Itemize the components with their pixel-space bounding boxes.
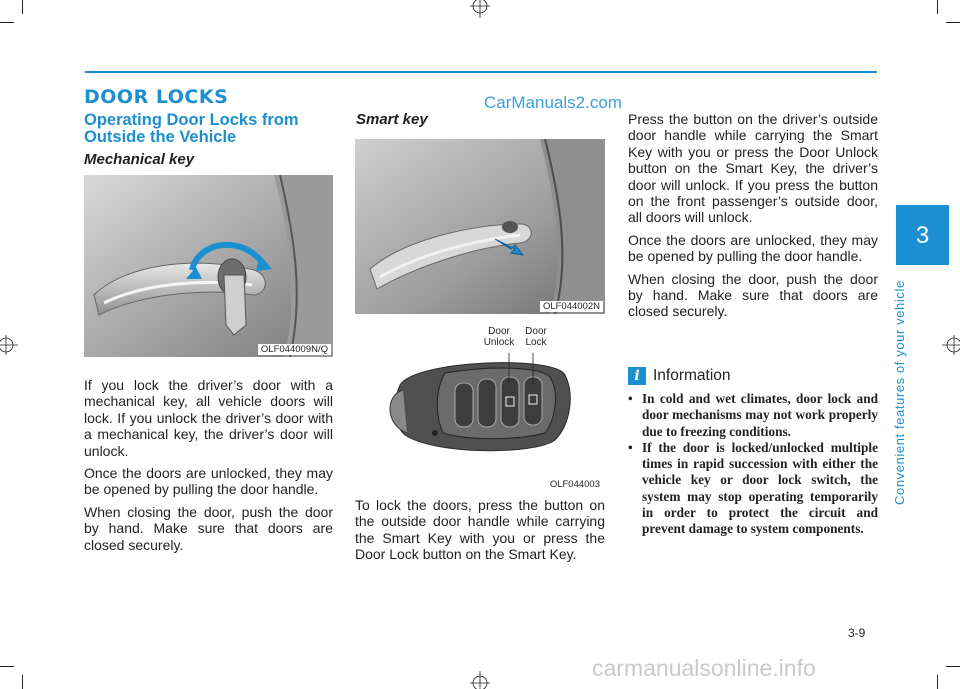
column3-text <box>628 111 878 326</box>
crop-mark <box>0 666 14 667</box>
watermark-link[interactable]: CarManuals2.com <box>484 93 622 112</box>
section-heading: Operating Door Locks from Outside the Vehicle <box>84 111 299 146</box>
paragraph: When closing the door, push the door by hand. Make sure that doors are closed securely. <box>84 503 333 553</box>
door-handle-illustration <box>84 175 333 357</box>
mechanical-key-subheading: Mechanical key <box>84 151 195 168</box>
header-rule <box>85 71 877 73</box>
crop-mark <box>937 0 938 14</box>
door-unlock-label: Door Unlock <box>483 326 515 348</box>
paragraph: Press the button on the driver’s outside door handle while carrying the Smart Key with you or press the Door Unlock button on the Smart Key, the driver’s door will unlock. If you press the button on the front passenger’s outside door, all doors will unlock. <box>628 111 878 226</box>
paragraph: When closing the door, push the door by hand. Make sure that doors are closed securely. <box>628 270 878 320</box>
door-handle-button-illustration <box>355 139 605 314</box>
door-lock-label: Door Lock <box>525 326 547 348</box>
mechanical-key-text <box>84 377 333 559</box>
smart-key-handle-figure <box>355 139 605 314</box>
information-icon: i <box>628 367 646 385</box>
registration-mark <box>942 333 960 357</box>
figure-code: OLF044003 <box>547 479 603 490</box>
figure-code: OLF044009N/Q <box>258 344 331 355</box>
crop-mark <box>0 22 14 23</box>
page-number: 3-9 <box>848 626 866 640</box>
paragraph: Once the doors are unlocked, they may be opened by pulling the door handle. <box>84 465 333 498</box>
crop-mark <box>946 666 960 667</box>
registration-mark <box>0 333 18 357</box>
crop-mark <box>937 675 938 689</box>
smart-key-subheading: Smart key <box>356 111 428 128</box>
registration-mark <box>468 671 492 689</box>
smart-key-text: To lock the doors, press the button on the outside door handle while carrying the Smart Key with you or press the Door Lock button on the Smart Key. <box>355 497 605 563</box>
registration-mark <box>468 0 492 18</box>
information-item: • If the door is locked/unlocked multiple times in rapid succession with either the vehicle key or door lock switch, the system may stop operating temporarily in order to protect the circuit and prevent damage to system components. <box>628 440 878 538</box>
crop-mark <box>946 22 960 23</box>
smart-key-fob-figure <box>355 315 605 492</box>
footer-watermark[interactable]: carmanualsonline.info <box>592 655 816 681</box>
information-item: • In cold and wet climates, door lock and door mechanisms may not work properly due to freezing conditions. <box>628 391 878 440</box>
crop-mark <box>22 0 23 14</box>
paragraph: If you lock the driver’s door with a mechanical key, all vehicle doors will lock. If you unlock the driver’s door with a mechanical key, the driver’s door will unlock. <box>84 377 333 459</box>
mechanical-key-figure <box>84 175 333 357</box>
chapter-label: Convenient features of your vehicle <box>892 280 907 505</box>
chapter-tab: 3 <box>896 205 949 265</box>
section-title: DOOR LOCKS <box>84 86 229 108</box>
information-title: Information <box>653 367 731 384</box>
paragraph: Once the doors are unlocked, they may be opened by pulling the door handle. <box>628 231 878 265</box>
figure-code: OLF044002N <box>540 301 603 312</box>
information-list <box>628 391 878 538</box>
crop-mark <box>22 675 23 689</box>
